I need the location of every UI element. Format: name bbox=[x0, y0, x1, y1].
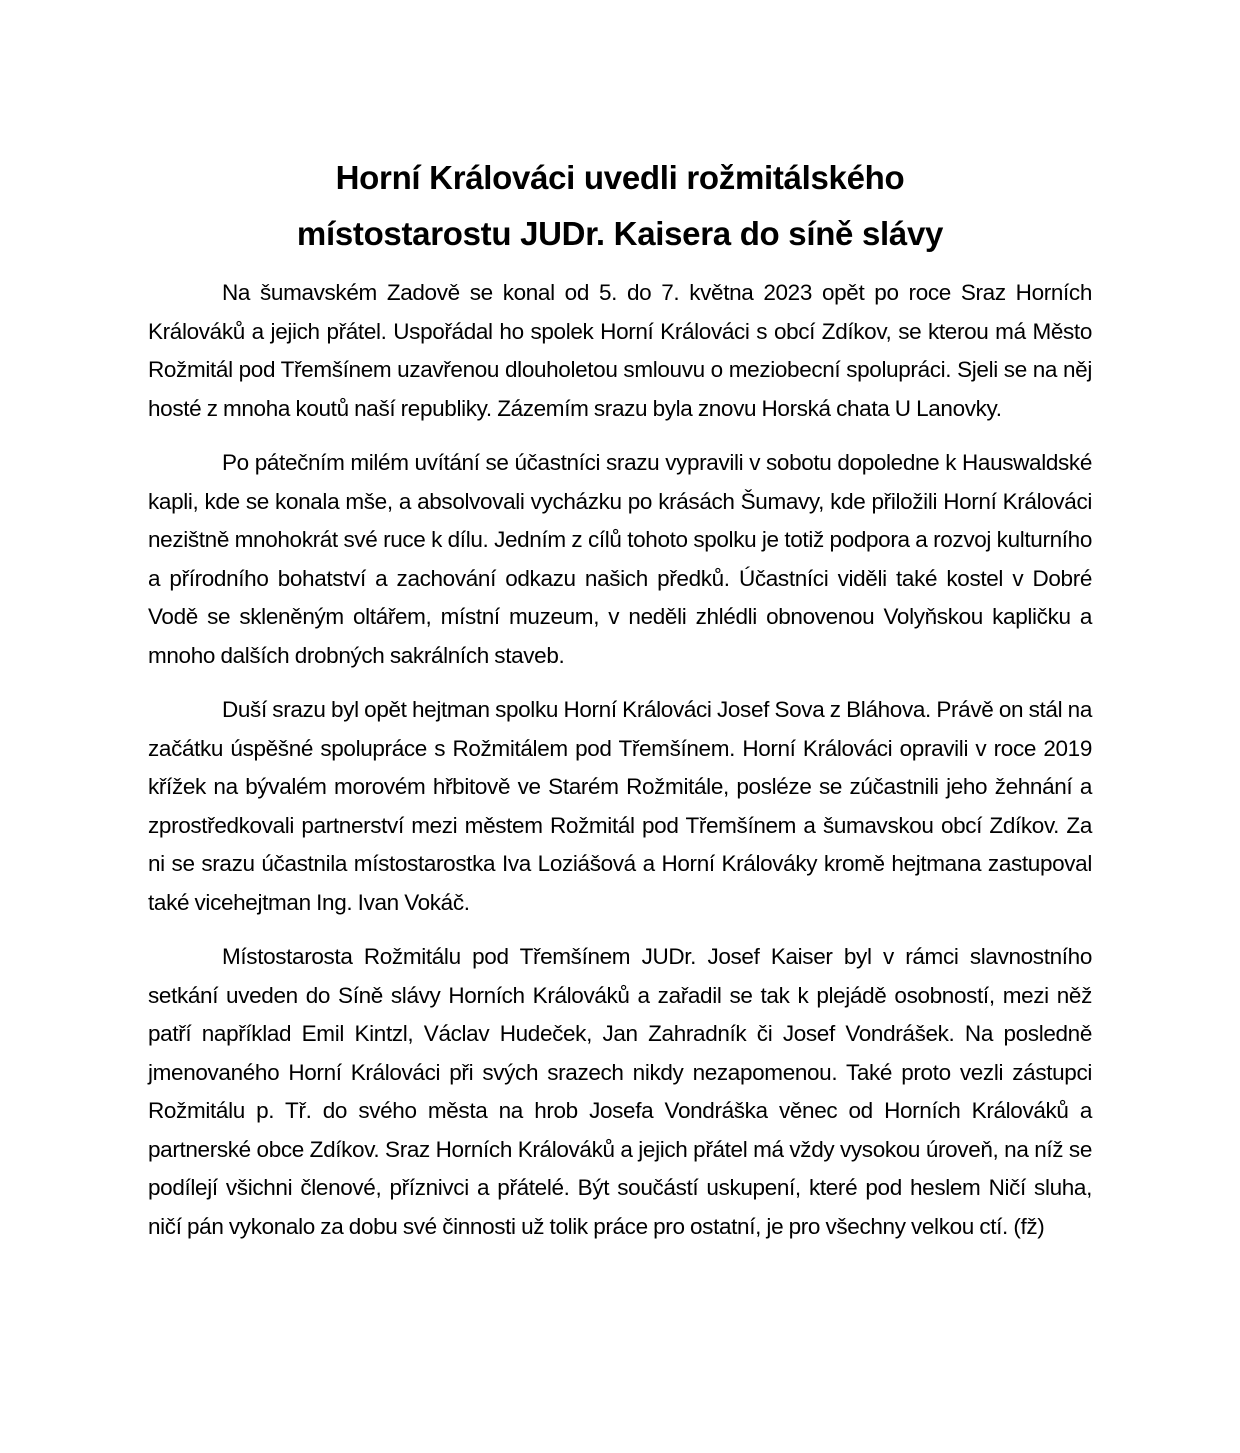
paragraph-1: Na šumavském Zadově se konal od 5. do 7. května 2023 opět po roce Sraz Horních Králováků a jejich přátel. Uspořádal ho spolek Horní Králováci s obcí Zdíkov, se kterou má Město Rožmitál pod Třemšínem uzavřenou dlouholetou smlouvu o meziobecní spolupráci. Sjeli se na něj hosté z mnoha koutů naší republiky. Zázemím srazu byla znovu Horská chata U Lanovky. bbox=[148, 280, 1092, 421]
document-page bbox=[148, 150, 1092, 1262]
article-title-line-2: místostarostu JUDr. Kaisera do síně slávy bbox=[296, 215, 944, 252]
article-body bbox=[148, 274, 1092, 1246]
paragraph-2: Po pátečním milém uvítání se účastníci srazu vypravili v sobotu dopoledne k Hauswaldské kapli, kde se konala mše, a absolvovali vycházku po krásách Šumavy, kde přiložili Horní Králováci nezištně mnohokrát své ruce k dílu. Jedním z cílů tohoto spolku je totiž podpora a rozvoj kulturního a přírodního bohatství a zachování odkazu našich předků. Účastníci viděli také kostel v Dobré Vodě se skleněným oltářem, místní muzeum, v neděli zhlédli obnovenou Volyňskou kapličku a mnoho dalších drobných sakrálních staveb. bbox=[148, 450, 1092, 668]
paragraph-3: Duší srazu byl opět hejtman spolku Horní Králováci Josef Sova z Bláhova. Právě on stál na začátku úspěšné spolupráce s Rožmitálem pod Třemšínem. Horní Králováci opravili v roce 2019 křížek na bývalém morovém hřbitově ve Starém Rožmitále, posléze se zúčastnili jeho žehnání a zprostředkovali partnerství mezi městem Rožmitál pod Třemšínem a šumavskou obcí Zdíkov. Za ni se srazu účastnila místostarostka Iva Loziášová a Horní Králováky kromě hejtmana zastupoval také vicehejtman Ing. Ivan Vokáč. bbox=[148, 697, 1092, 915]
paragraph-4: Místostarosta Rožmitálu pod Třemšínem JUDr. Josef Kaiser byl v rámci slavnostního setkání uveden do Síně slávy Horních Králováků a zařadil se tak k plejádě osobností, mezi něž patří například Emil Kintzl, Václav Hudeček, Jan Zahradník či Josef Vondrášek. Na posledně jmenovaného Horní Králováci při svých srazech nikdy nezapomenou. Také proto vezli zástupci Rožmitálu p. Tř. do svého města na hrob Josefa Vondráška věnec od Horních Králováků a partnerské obce Zdíkov. Sraz Horních Králováků a jejich přátel má vždy vysokou úroveň, na níž se podílejí všichni členové, příznivci a přátelé. Být součástí uskupení, které pod heslem Ničí sluha, ničí pán vykonalo za dobu své činnosti už tolik práce pro ostatní, je pro všechny velkou ctí. (fž) bbox=[148, 944, 1092, 1239]
article-title-line-1: Horní Králováci uvedli rožmitálského bbox=[335, 159, 905, 196]
article-title bbox=[148, 150, 1092, 262]
